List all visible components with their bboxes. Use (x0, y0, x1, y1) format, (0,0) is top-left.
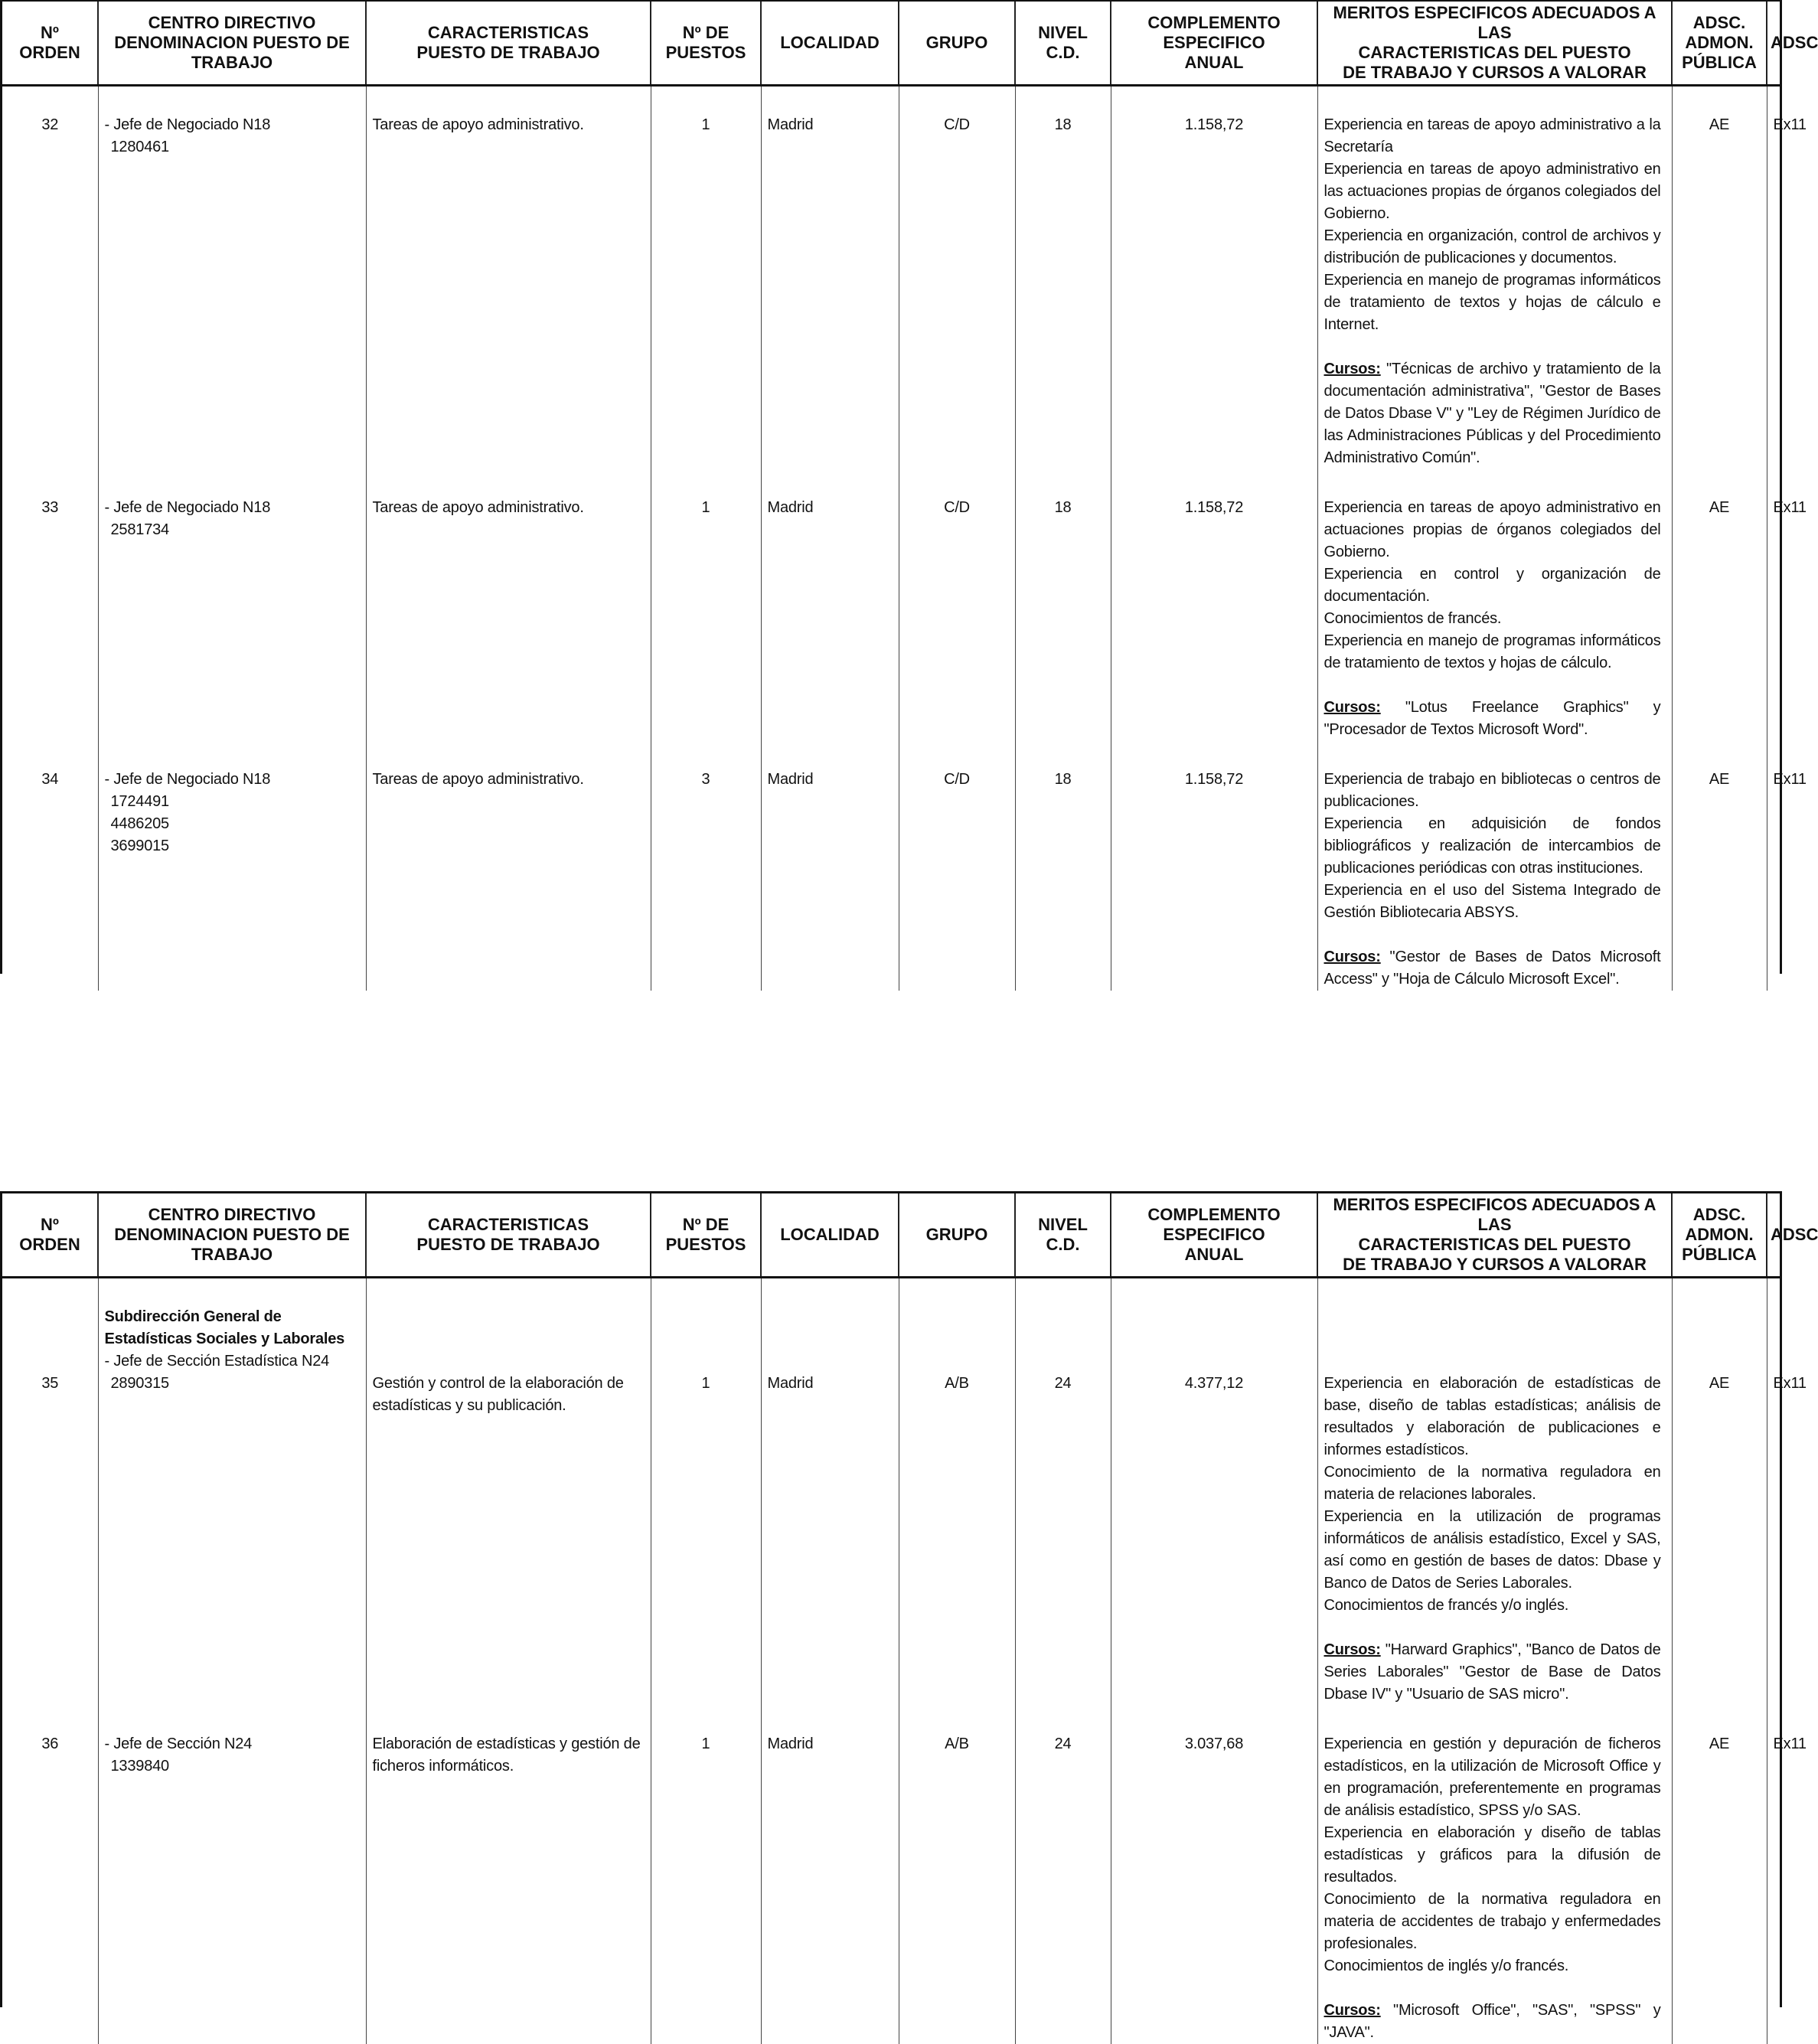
merito-item: Conocimientos de francés y/o inglés. (1324, 1597, 1569, 1614)
merito-item: Experiencia en tareas de apoyo administrativo a la Secretaría (1324, 116, 1661, 155)
merito-item: Experiencia de trabajo en bibliotecas o centros de publicaciones. (1324, 771, 1661, 810)
col-header-nivel: NIVEL C.D. (1015, 1193, 1111, 1278)
puesto-name: - Jefe de Negociado N18 (104, 499, 271, 516)
cell-nivel: 24 (1015, 1306, 1111, 1706)
cell-nivel: 18 (1015, 114, 1111, 469)
col-header-complemento: COMPLEMENTO ESPECIFICO ANUAL (1111, 1193, 1317, 1278)
puesto-code: 2890315 (110, 1375, 169, 1392)
col-header-grupo: GRUPO (899, 1193, 1015, 1278)
table-row (2, 114, 1780, 469)
cursos-text: Cursos: "Técnicas de archivo y tratamiento de la documentación administrativa", "Gestor de Bases de Datos Dbase V" y "Ley de Régimen Jurídico de las Administraciones Públicas y del Procedimiento Administrativo Común". (1324, 361, 1661, 466)
puesto-code: 3699015 (110, 838, 169, 854)
cell-complemento: 1.158,72 (1111, 114, 1317, 469)
cell-puesto (98, 497, 366, 741)
col-header-adsc-admon: ADSC. ADMON. PÚBLICA (1672, 2, 1767, 86)
col-header-localidad: LOCALIDAD (761, 1193, 899, 1278)
merito-item: Experiencia en el uso del Sistema Integrado de Gestión Bibliotecaria ABSYS. (1324, 882, 1661, 921)
cell-complemento: 1.158,72 (1111, 769, 1317, 991)
merito-item: Experiencia en elaboración de estadísticas de base, diseño de tablas estadísticas; análisis de resultados y elaboración de publicaciones e informes estadísticos. (1324, 1375, 1661, 1458)
col-header-puestos: Nº DE PUESTOS (651, 1193, 761, 1278)
cell-complemento: 3.037,68 (1111, 1733, 1317, 2044)
col-header-orden: Nº ORDEN (2, 1193, 98, 1278)
table-row (2, 1306, 1780, 1706)
cursos-label: Cursos: (1324, 1641, 1381, 1658)
cursos-label: Cursos: (1324, 949, 1381, 965)
cursos-text: Cursos: "Harward Graphics", "Banco de Datos de Series Laborales" "Gestor de Base de Datos Dbase IV" y "Usuario de SAS micro". (1324, 1641, 1661, 1703)
merito-item: Experiencia en manejo de programas informáticos de tratamiento de textos y hojas de cálculo e Internet. (1324, 272, 1661, 333)
cell-adsc-admon: AE (1672, 114, 1767, 469)
cell-complemento: 1.158,72 (1111, 497, 1317, 741)
col-header-orden: Nº ORDEN (2, 2, 98, 86)
cell-localidad: Madrid (761, 769, 899, 991)
merito-item: Conocimiento de la normativa reguladora en materia de accidentes de trabajo y enfermedades profesionales. (1324, 1891, 1661, 1952)
spacer-row (2, 1706, 1780, 1733)
cell-orden: 35 (41, 1375, 59, 1392)
cell-caracteristicas: Elaboración de estadísticas y gestión de ficheros informáticos. (366, 1733, 651, 2044)
col-header-nivel: NIVEL C.D. (1015, 2, 1111, 86)
cell-localidad: Madrid (761, 1306, 899, 1706)
col-header-grupo: GRUPO (899, 2, 1015, 86)
table-row (2, 1733, 1780, 2044)
job-table (2, 2, 1818, 991)
puesto-code: 1724491 (110, 793, 169, 810)
puesto-name: - Jefe de Sección N24 (104, 1735, 253, 1752)
cell-nivel: 18 (1015, 769, 1111, 991)
puesto-code: 1339840 (110, 1758, 169, 1775)
cell-meritos (1317, 1733, 1672, 2044)
spacer-row (2, 469, 1780, 497)
merito-item: Experiencia en control y organización de documentación. (1324, 566, 1661, 605)
cell-meritos (1317, 769, 1672, 991)
cell-nivel: 18 (1015, 497, 1111, 741)
merito-item: Experiencia en la utilización de programas informáticos de análisis estadístico, Excel y SAS, así como en gestión de bases de datos: Dbase y Banco de Datos de Series Laborales. (1324, 1508, 1661, 1592)
cell-orden: 32 (41, 116, 59, 133)
col-header-adsc: ADSC (1767, 1193, 1780, 1278)
col-header-adsc: ADSC (1767, 2, 1780, 86)
table-row (2, 769, 1780, 991)
header-row (2, 2, 1780, 86)
cell-caracteristicas: Gestión y control de la elaboración de estadísticas y su publicación. (366, 1306, 651, 1706)
cursos-text: Cursos: "Microsoft Office", "SAS", "SPSS" y "JAVA". (1324, 2002, 1661, 2041)
col-header-caracteristicas: CARACTERISTICAS PUESTO DE TRABAJO (366, 2, 651, 86)
col-header-centro: CENTRO DIRECTIVO DENOMINACION PUESTO DE TRABAJO (98, 2, 366, 86)
col-header-centro: CENTRO DIRECTIVO DENOMINACION PUESTO DE TRABAJO (98, 1193, 366, 1278)
cell-localidad: Madrid (761, 497, 899, 741)
cell-adsc: Ex11 (1767, 1306, 1780, 1706)
cell-adsc-admon: AE (1672, 769, 1767, 991)
cell-puesto (98, 1306, 366, 1706)
job-table-block-1 (0, 0, 1818, 988)
merito-item: Experiencia en tareas de apoyo administrativo en las actuaciones propias de órganos colegiados del Gobierno. (1324, 161, 1661, 222)
merito-item: Experiencia en tareas de apoyo administrativo en actuaciones propias de órganos colegiados del Gobierno. (1324, 499, 1661, 560)
cell-grupo: A/B (899, 1306, 1015, 1706)
cursos-label: Cursos: (1324, 361, 1381, 377)
cell-orden: 36 (41, 1735, 59, 1752)
cell-adsc: Ex11 (1767, 114, 1780, 469)
cell-grupo: C/D (899, 497, 1015, 741)
job-table (2, 1193, 1818, 2044)
cell-adsc: Ex11 (1767, 1733, 1780, 2044)
cell-caracteristicas: Tareas de apoyo administrativo. (366, 497, 651, 741)
table-row (2, 497, 1780, 741)
cell-adsc: Ex11 (1767, 497, 1780, 741)
cell-puestos: 1 (651, 497, 761, 741)
cell-adsc-admon: AE (1672, 1733, 1767, 2044)
cursos-text: Cursos: "Gestor de Bases de Datos Microsoft Access" y "Hoja de Cálculo Microsoft Excel". (1324, 949, 1661, 988)
cell-orden: 33 (41, 499, 59, 516)
merito-item: Conocimientos de francés. (1324, 610, 1502, 627)
puesto-code: 2581734 (110, 521, 169, 538)
cell-grupo: C/D (899, 769, 1015, 991)
spacer-row (2, 741, 1780, 769)
merito-item: Experiencia en elaboración y diseño de tablas estadísticas y gráficos para la difusión de resultados. (1324, 1824, 1661, 1886)
cell-puesto (98, 769, 366, 991)
col-header-adsc-admon: ADSC. ADMON. PÚBLICA (1672, 1193, 1767, 1278)
cell-grupo: C/D (899, 114, 1015, 469)
cell-meritos (1317, 1306, 1672, 1706)
cell-adsc: Ex11 (1767, 769, 1780, 991)
job-table-block-2 (0, 1191, 1818, 2041)
cell-complemento: 4.377,12 (1111, 1306, 1317, 1706)
merito-item: Experiencia en manejo de programas informáticos de tratamiento de textos y hojas de cálculo. (1324, 632, 1661, 671)
cell-adsc-admon: AE (1672, 1306, 1767, 1706)
cell-localidad: Madrid (761, 1733, 899, 2044)
col-header-complemento: COMPLEMENTO ESPECIFICO ANUAL (1111, 2, 1317, 86)
merito-item: Experiencia en adquisición de fondos bibliográficos y realización de intercambios de publicaciones periódicas con otras instituciones. (1324, 815, 1661, 877)
col-header-meritos: MERITOS ESPECIFICOS ADECUADOS A LAS CARACTERISTICAS DEL PUESTO DE TRABAJO Y CURSOS A VALORAR (1317, 1193, 1672, 1278)
puesto-code: 4486205 (110, 815, 169, 832)
cell-puestos: 1 (651, 114, 761, 469)
cursos-label: Cursos: (1324, 2002, 1381, 2019)
puesto-code: 1280461 (110, 139, 169, 155)
col-header-caracteristicas: CARACTERISTICAS PUESTO DE TRABAJO (366, 1193, 651, 1278)
cursos-text: Cursos: "Lotus Freelance Graphics" y "Procesador de Textos Microsoft Word". (1324, 699, 1661, 738)
col-header-puestos: Nº DE PUESTOS (651, 2, 761, 86)
header-row (2, 1193, 1780, 1278)
spacer-row (2, 1278, 1780, 1307)
unit-heading: Subdirección General de Estadísticas Sociales y Laborales (104, 1308, 345, 1347)
cursos-label: Cursos: (1324, 699, 1381, 716)
puesto-name: - Jefe de Sección Estadística N24 (104, 1353, 330, 1370)
puesto-name: - Jefe de Negociado N18 (104, 116, 271, 133)
cell-caracteristicas: Tareas de apoyo administrativo. (366, 769, 651, 991)
cell-puestos: 1 (651, 1733, 761, 2044)
merito-item: Conocimiento de la normativa reguladora en materia de relaciones laborales. (1324, 1464, 1661, 1503)
cell-caracteristicas: Tareas de apoyo administrativo. (366, 114, 651, 469)
spacer-row (2, 86, 1780, 115)
merito-item: Experiencia en organización, control de archivos y distribución de publicaciones y documentos. (1324, 227, 1661, 266)
col-header-meritos: MERITOS ESPECIFICOS ADECUADOS A LAS CARACTERISTICAS DEL PUESTO DE TRABAJO Y CURSOS A VALORAR (1317, 2, 1672, 86)
merito-item: Experiencia en gestión y depuración de ficheros estadísticos, en la utilización de Microsoft Office y en programación, preferentemente en programas de análisis estadístico, SPSS y/o SAS. (1324, 1735, 1661, 1819)
cell-orden: 34 (41, 771, 59, 788)
cell-puestos: 3 (651, 769, 761, 991)
cell-localidad: Madrid (761, 114, 899, 469)
merito-item: Conocimientos de inglés y/o francés. (1324, 1957, 1569, 1974)
cell-puesto (98, 114, 366, 469)
cell-puesto (98, 1733, 366, 2044)
col-header-localidad: LOCALIDAD (761, 2, 899, 86)
cell-nivel: 24 (1015, 1733, 1111, 2044)
cell-grupo: A/B (899, 1733, 1015, 2044)
cell-meritos (1317, 497, 1672, 741)
puesto-name: - Jefe de Negociado N18 (104, 771, 271, 788)
cell-adsc-admon: AE (1672, 497, 1767, 741)
cell-puestos: 1 (651, 1306, 761, 1706)
cell-meritos (1317, 114, 1672, 469)
